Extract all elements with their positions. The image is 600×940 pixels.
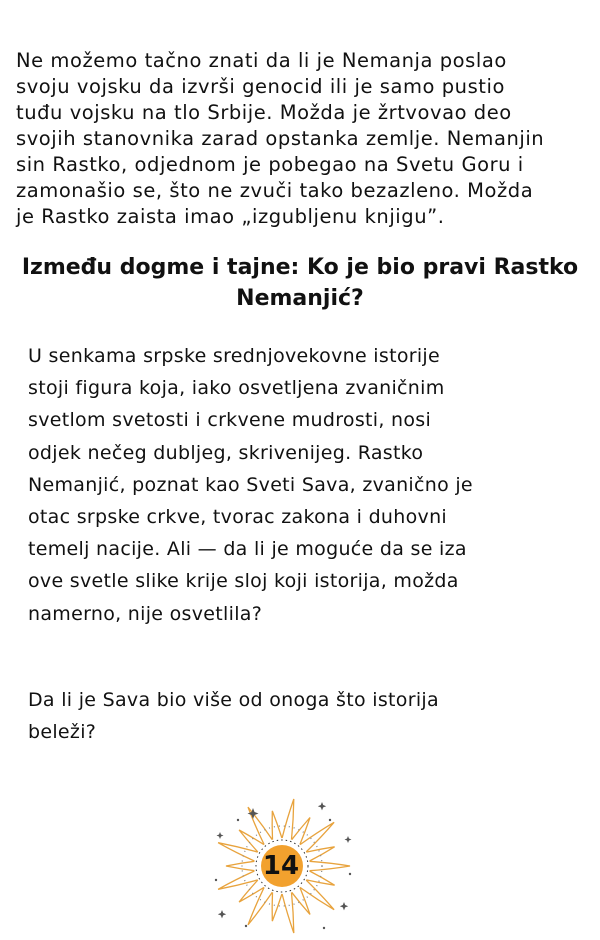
text-line: odjek nečeg dubljeg, skrivenijeg. Rastko <box>28 441 424 464</box>
sun-ray <box>310 861 350 870</box>
heading-line: Između dogme i tajne: Ko je bio pravi Rastko <box>21 255 579 280</box>
sun-ray <box>272 892 282 921</box>
text-line: U senkama srpske srednjovekovne istorije <box>28 345 441 367</box>
text-line: Nemanjić, poznat kao Sveti Sava, zvanično je <box>28 473 473 496</box>
text-line: Da li je Sava bio više od onoga što istorija <box>28 689 439 711</box>
text-line: temelj nacije. Ali — da li je moguće da se iza <box>28 538 467 561</box>
text-line: otac srpske crkve, tvorac zakona i duhovni <box>28 506 448 529</box>
text-line: zamonašio se, što ne zvuči tako bezazleno. Možda <box>16 179 534 202</box>
heading-line: Nemanjić? <box>236 286 364 311</box>
question-paragraph <box>28 684 588 748</box>
sun-ray <box>292 818 310 845</box>
text-line: ove svetle slike krije sloj koji istorija, možda <box>28 570 459 593</box>
sun-ray <box>292 888 310 915</box>
text-line: stoji figura koja, iako osvetljena zvaničnim <box>28 377 445 400</box>
text-line: svoju vojsku da izvrši genocid ili je samo pustio <box>16 75 505 98</box>
text-line: beleži? <box>28 721 97 743</box>
sun-ray <box>306 847 334 861</box>
page-number: 14 <box>262 851 300 881</box>
sun-ray <box>306 871 334 885</box>
text-line: je Rastko zaista imao „izgubljenu knjigu”. <box>16 205 445 228</box>
body-paragraph <box>28 340 588 630</box>
sun-ray <box>226 861 254 870</box>
text-line: Ne možemo tačno znati da li je Nemanja poslao <box>16 49 507 72</box>
sun-ray <box>282 799 294 840</box>
text-line: svojih stanovnika zarad opstanka zemlje. Nemanjin <box>16 127 545 150</box>
intro-paragraph <box>16 48 592 230</box>
text-line: tuđu vojsku na tlo Srbije. Možda je žrtvovao deo <box>16 101 512 124</box>
sun-ray <box>248 888 272 925</box>
text-line: namerno, nije osvetlila? <box>28 602 263 625</box>
text-line: sin Rastko, odjednom je pobegao na Svetu Goru i <box>16 153 524 176</box>
section-heading <box>0 252 600 314</box>
text-line: svetlom svetosti i crkvene mudrosti, nosi <box>28 409 432 432</box>
sun-ray <box>272 811 282 840</box>
sun-ray <box>282 892 294 933</box>
